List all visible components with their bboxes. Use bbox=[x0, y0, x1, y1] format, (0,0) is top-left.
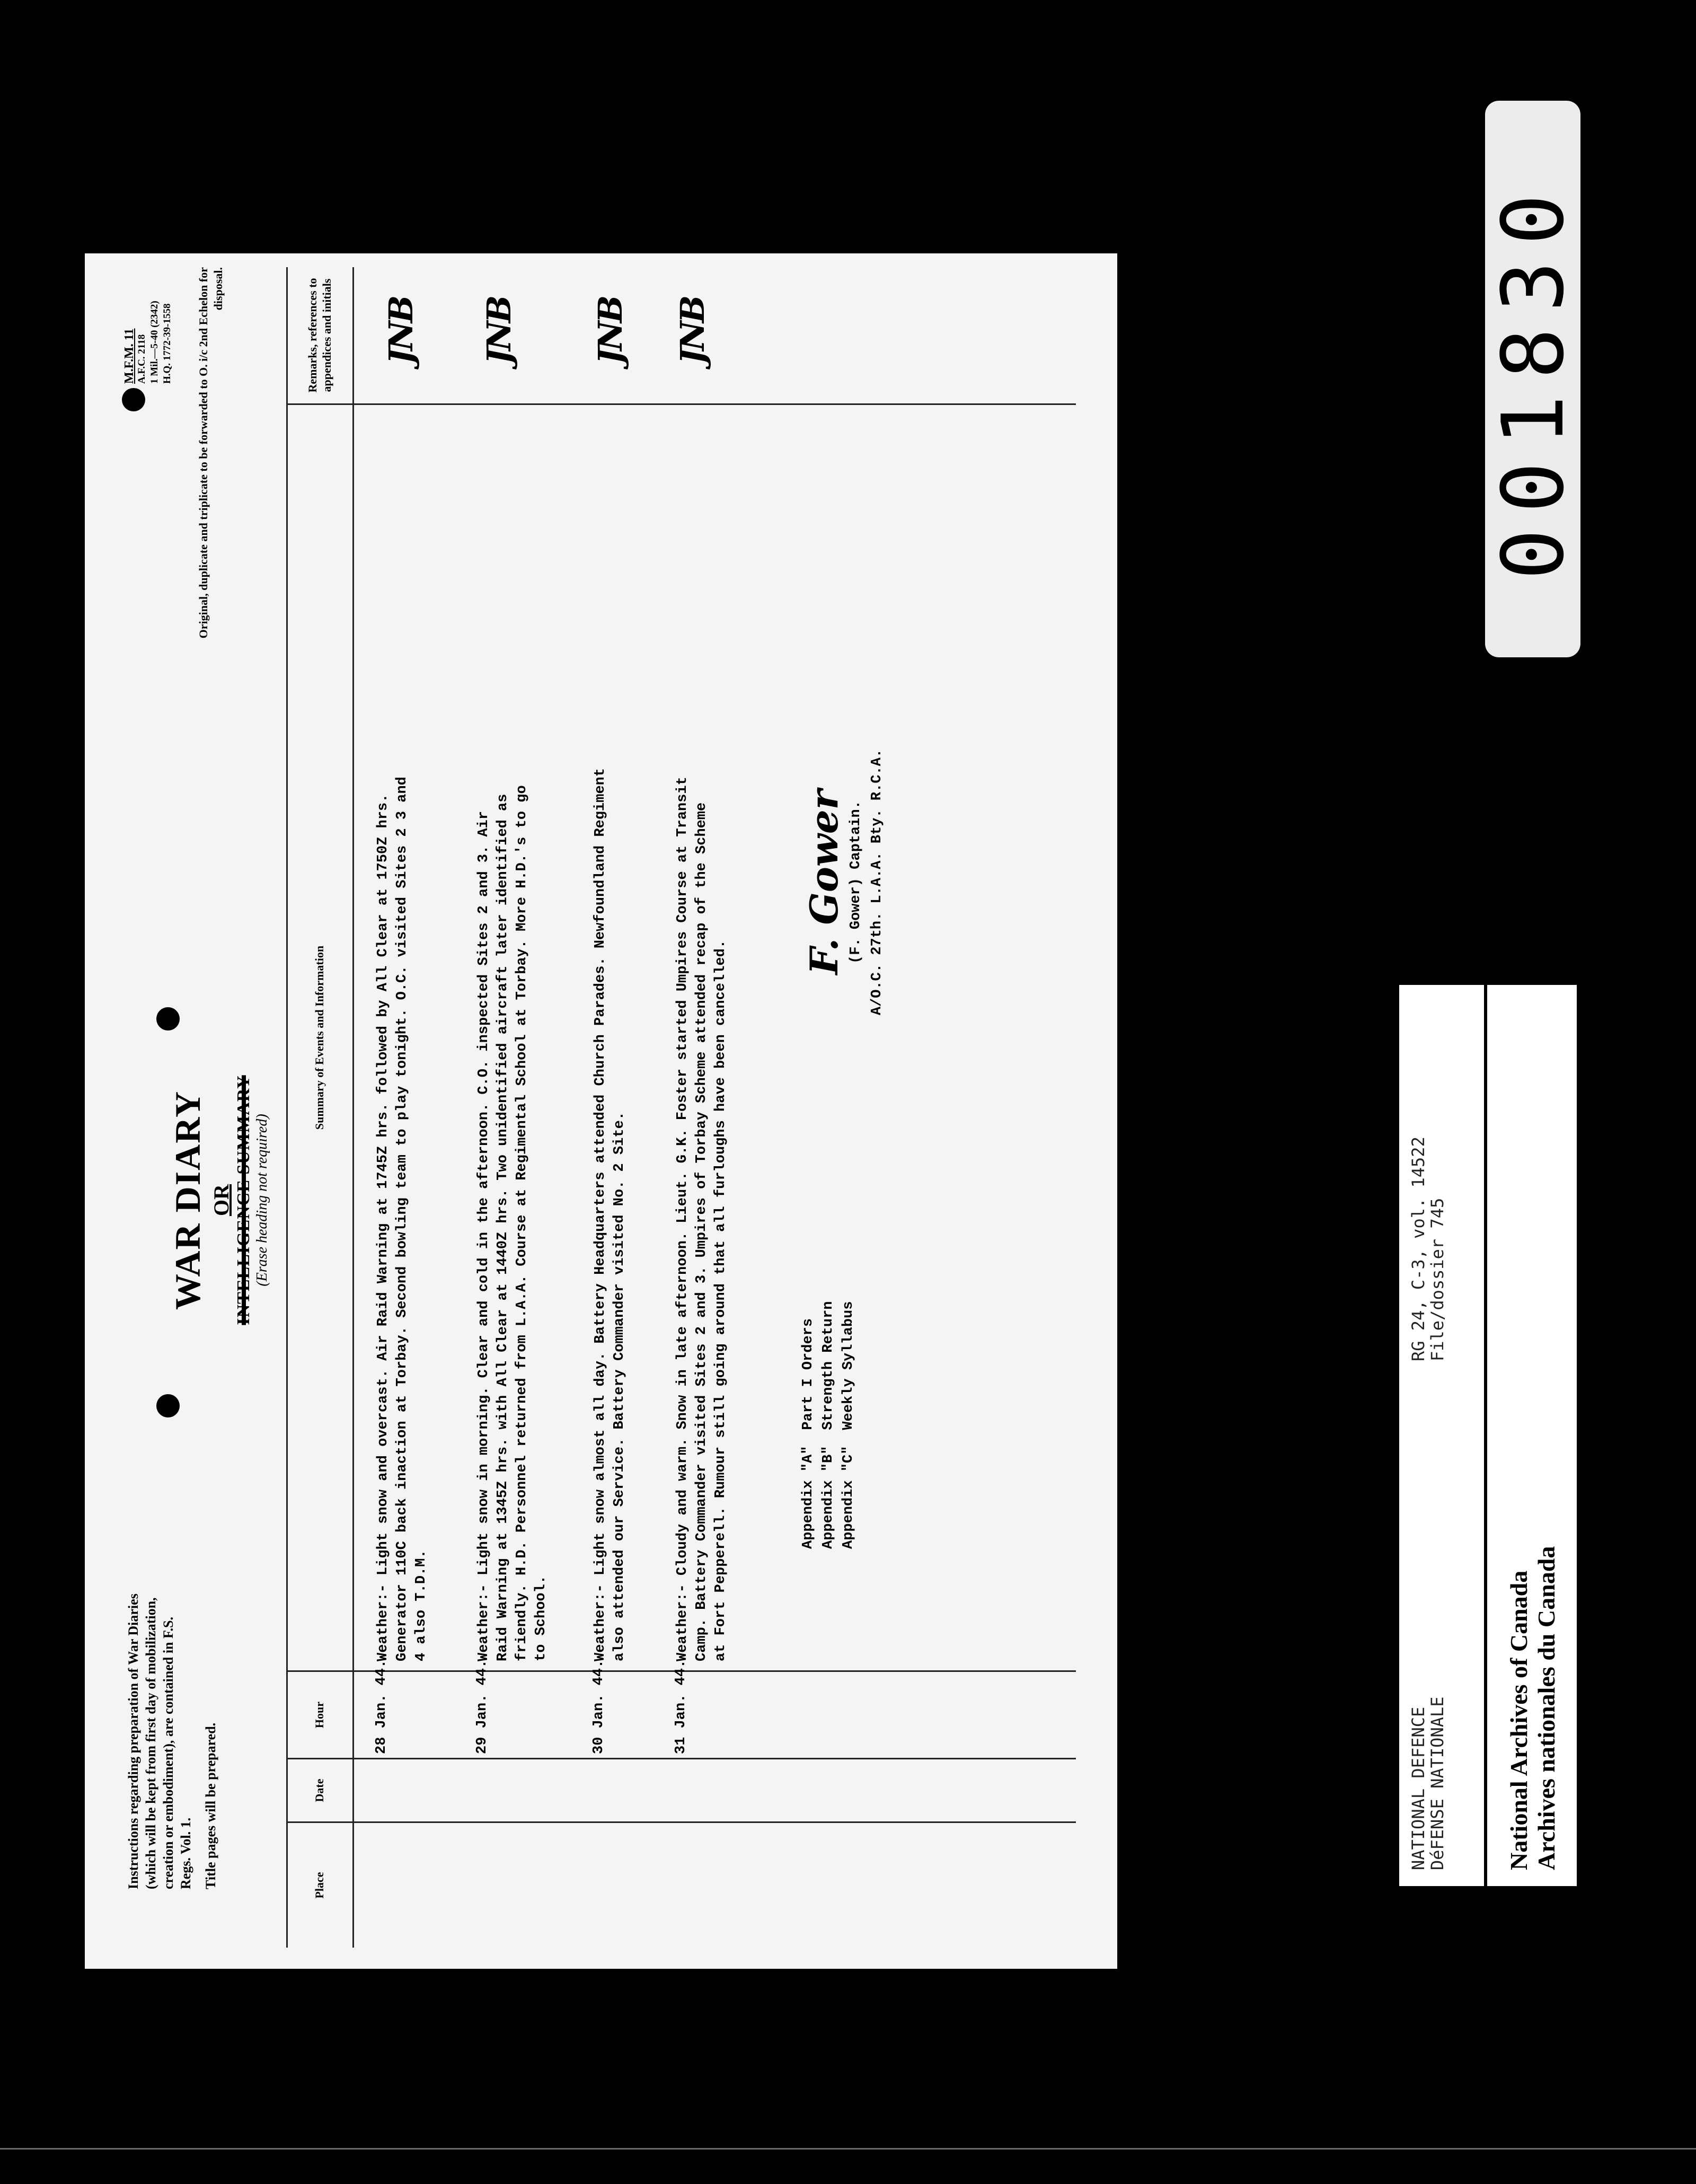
department-fr: DéFENSE NATIONALE bbox=[1427, 1696, 1447, 1870]
column-header-remarks: Remarks, references to appendices and initials bbox=[305, 278, 333, 393]
appendix-row bbox=[799, 1287, 818, 1549]
entry-line: Weather:- Cloudy and warm. Snow in late afternoon. Lieut. G.K. Foster started Umpires Course at Transit bbox=[675, 777, 691, 1661]
frame-number-strip bbox=[1483, 101, 1583, 657]
instructions-note bbox=[125, 1592, 219, 1889]
title-pages-note: Title pages will be prepared. bbox=[203, 1722, 218, 1889]
entry-date: 29 Jan. 44. bbox=[474, 1659, 490, 1754]
entry-summary bbox=[673, 777, 730, 1661]
signature-block bbox=[803, 691, 888, 1073]
signature-appointment: A/O.C. 27th. L.A.A. Bty. R.C.A. bbox=[869, 748, 885, 1016]
form-ref: A.F.C. 2118 bbox=[136, 334, 147, 384]
record-reference bbox=[1409, 1137, 1447, 1361]
appendix-title: Weekly Syllabus bbox=[841, 1301, 856, 1430]
form-ref: H.Q. 1772-39-1558 bbox=[162, 303, 173, 384]
entry-line: also attended our Service. Battery Commander visited No. 2 Site. bbox=[612, 1112, 628, 1661]
column-rule bbox=[286, 403, 1076, 405]
entry-line: 4 also T.D.M. bbox=[413, 1549, 429, 1661]
archives-name bbox=[1505, 1546, 1560, 1870]
heading-or: OR bbox=[209, 1184, 233, 1216]
entry-line: to School. bbox=[533, 1575, 549, 1661]
column-header-hour: Hour bbox=[313, 1701, 326, 1729]
appendix-title: Part I Orders bbox=[800, 1318, 816, 1430]
entry-initials: JNB bbox=[382, 297, 420, 365]
label-divider bbox=[1484, 985, 1487, 1886]
appendix-row bbox=[839, 1287, 858, 1549]
handwritten-signature: F. Gower bbox=[801, 789, 846, 975]
appendix-label: Appendix "B" bbox=[820, 1446, 836, 1549]
department-en: NATIONAL DEFENCE bbox=[1408, 1706, 1428, 1870]
appendix-list bbox=[798, 1285, 859, 1550]
appendix-label: Appendix "A" bbox=[800, 1446, 816, 1549]
instructions-text: Instructions regarding preparation of War Diaries (which will be kept from first day of mobilization, creation or embodiment), are contained in F.S. Regs. Vol. 1. bbox=[126, 1593, 193, 1889]
column-header-date: Date bbox=[313, 1778, 326, 1802]
file-ref: File/dossier 745 bbox=[1427, 1197, 1447, 1361]
diary-heading bbox=[167, 962, 271, 1439]
war-diary-sheet bbox=[85, 253, 1117, 1969]
form-number-block bbox=[123, 267, 174, 384]
archives-en: National Archives of Canada bbox=[1505, 1570, 1532, 1870]
entry-initials: JNB bbox=[480, 297, 518, 365]
entry-line: Weather:- Light snow and overcast. Air Raid Warning at 1745Z hrs. followed by All Clear at 1750Z hrs. bbox=[375, 794, 391, 1661]
department-name bbox=[1409, 1696, 1447, 1870]
war-diary-page bbox=[85, 253, 1117, 1969]
column-header-summary: Summary of Events and Information bbox=[313, 945, 326, 1130]
archives-fr: Archives nationales du Canada bbox=[1533, 1546, 1560, 1870]
entry-line: Generator 110C back inaction at Torbay. Second bowling team to play tonight. O.C. visited Sites 2 3 and bbox=[394, 777, 410, 1661]
forward-note: Original, duplicate and triplicate to be forwarded to O. i/c 2nd Echelon for disposal. bbox=[197, 267, 225, 639]
punch-hole-icon bbox=[122, 388, 145, 411]
appendix-title: Strength Return bbox=[820, 1301, 836, 1430]
struck-heading: INTELLIGENCE SUMMARY bbox=[234, 1075, 253, 1325]
appendix-label: Appendix "C" bbox=[841, 1446, 856, 1549]
page-title: WAR DIARY bbox=[167, 1090, 208, 1310]
entry-initials: JNB bbox=[591, 297, 630, 365]
entry-line: Weather:- Light snow in morning. Clear and cold in the afternoon. C.O. inspected Sites 2 and 3. Air bbox=[476, 811, 492, 1661]
entry-line: at Fort Pepperell. Rumour still going around that all furloughs have been cancelled. bbox=[713, 939, 729, 1661]
archive-label-content bbox=[1399, 985, 1577, 1886]
appendix-row bbox=[819, 1287, 838, 1549]
column-header-place: Place bbox=[313, 1872, 326, 1899]
entry-date: 31 Jan. 44. bbox=[673, 1659, 689, 1754]
scan-edge-line bbox=[0, 2148, 1696, 2150]
signature-name: (F. Gower) Captain. bbox=[848, 800, 864, 964]
entry-date: 30 Jan. 44. bbox=[591, 1659, 607, 1754]
column-rule bbox=[286, 1758, 1076, 1759]
entry-line: Weather:- Light snow almost all day. Battery Headquarters attended Church Parades. Newfoundland Regiment bbox=[593, 768, 608, 1661]
entry-line: friendly. H.D. Personnel returned from L.A.A. Course at Regimental School at Torbay. More H.D.'s to go bbox=[514, 785, 530, 1661]
entry-summary bbox=[591, 768, 629, 1661]
table-rule bbox=[352, 267, 354, 1948]
frame-number: 001830 bbox=[1483, 178, 1583, 580]
record-group-ref: RG 24, C-3, vol. 14522 bbox=[1408, 1137, 1428, 1361]
entry-summary bbox=[474, 785, 551, 1661]
column-rule bbox=[286, 1821, 1076, 1823]
form-ref: 1 Mil.—5-40 (2342) bbox=[149, 301, 160, 384]
archive-label bbox=[1399, 985, 1577, 1886]
entry-summary bbox=[374, 777, 431, 1661]
erase-note: (Erase heading not required) bbox=[254, 1114, 270, 1287]
entry-date: 28 Jan. 44. bbox=[374, 1659, 390, 1754]
entry-line: Raid Warning at 1345Z hrs. with All Clear at 1440Z hrs. Two unidentified aircraft later identified as bbox=[495, 794, 511, 1661]
form-code: M.F.M. 11 bbox=[122, 328, 136, 384]
entry-initials: JNB bbox=[673, 297, 712, 365]
entry-line: Camp. Battery Commander visited Sites 2 and 3. Umpires of Torbay Scheme attended recap of the Scheme bbox=[694, 802, 710, 1661]
